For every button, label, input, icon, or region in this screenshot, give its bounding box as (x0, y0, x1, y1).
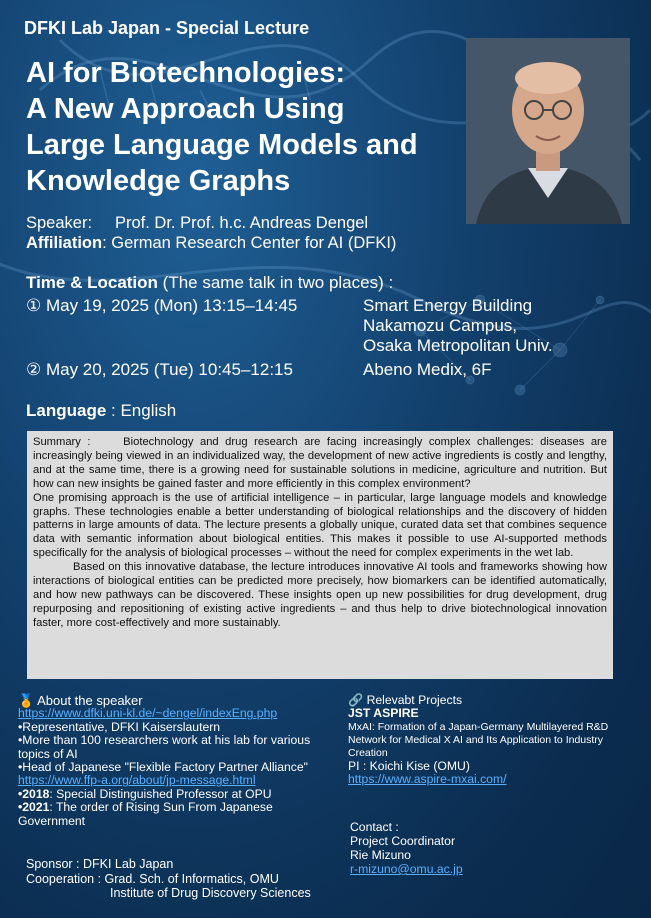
language-value: English (120, 401, 177, 420)
time-location-heading (26, 273, 393, 293)
cooperation-item: Institute of Drug Discovery Sciences (110, 886, 311, 900)
projects-section (348, 694, 638, 787)
language-sep: : (106, 401, 121, 420)
about-bullet: •Representative, DFKI Kaiserslautern (18, 719, 221, 734)
time-location-label: Time & Location (26, 273, 158, 292)
contact-label: Contact : (350, 820, 399, 834)
summary-box (27, 431, 613, 679)
speaker-homepage-link[interactable]: https://www.dfki.uni-kl.de/~dengel/indexEng.php (18, 706, 278, 721)
contact-section (350, 820, 463, 876)
session-2-date: ② May 20, 2025 (Tue) 10:45–12:15 (26, 360, 293, 379)
title-line: A New Approach Using (26, 93, 345, 125)
speaker-line (26, 214, 368, 233)
award-year: •2018 (18, 786, 50, 801)
about-heading-text: About the speaker (37, 693, 143, 708)
session-1-place (363, 296, 553, 356)
cooperation-item: Grad. Sch. of Informatics, OMU (104, 871, 279, 886)
award-year: •2021 (18, 800, 50, 815)
contact-name: Rie Mizuno (350, 848, 411, 862)
about-heading (18, 694, 338, 707)
title-line: AI for Biotechnologies: (26, 57, 345, 89)
link-icon: 🔗 (348, 693, 364, 707)
ffp-message-link[interactable]: https://www.ffp-a.org/about/jp-message.html (18, 773, 256, 788)
about-bullet: •Head of Japanese "Flexible Factory Partner Alliance" (18, 760, 308, 775)
affiliation-label: Affiliation (26, 234, 103, 252)
affiliation-value: : German Research Center for AI (DFKI) (102, 234, 397, 252)
place-line: Nakamozu Campus, (363, 316, 518, 335)
lecture-title (26, 55, 476, 199)
title-line: Knowledge Graphs (26, 165, 291, 197)
summary-paragraph-2: One promising approach is the use of artificial intelligence – in particular, large language models and knowledge graphs. These technologies enable a better understanding of biological relationships and the discovery of hidden patterns in large amounts of data. The lecture presents a globally unique, curated data set that combines sequence data with semantic information about biological entities. This makes it possible to use AI-supported methods specifically for the analysis of biological processes – without the need for complex experiments in the wet lab. (33, 491, 607, 560)
speaker-label: Speaker: (26, 214, 93, 232)
cooperation-line (26, 872, 311, 887)
about-bullet: •More than 100 researchers work at his lab for various topics of AI (18, 733, 311, 761)
award-line (18, 801, 338, 828)
award-text: : Special Distinguished Professor at OPU (49, 786, 272, 801)
project-pi: PI : Koichi Kise (OMU) (348, 758, 470, 773)
project-description: MxAI: Formation of a Japan-Germany Multilayered R&D Network for Medical X AI and Its Application to Industry Creation (348, 720, 609, 759)
contact-role: Project Coordinator (350, 834, 455, 848)
place-line: Smart Energy Building (363, 296, 533, 315)
place-line: Osaka Metropolitan Univ. (363, 336, 553, 355)
speaker-name: Prof. Dr. Prof. h.c. Andreas Dengel (114, 214, 369, 232)
session-1-date: ① May 19, 2025 (Mon) 13:15–14:45 (26, 296, 298, 315)
sponsor-line: Sponsor : DFKI Lab Japan (26, 857, 174, 871)
project-link[interactable]: https://www.aspire-mxai.com/ (348, 772, 507, 787)
summary-paragraph-1 (33, 436, 607, 492)
cooperation-label: Cooperation : (26, 871, 105, 886)
about-speaker-section (18, 694, 338, 828)
summary-paragraph-3: Based on this innovative database, the lecture introduces innovative AI tools and frameworks showing how interactions of biological entities can be predicted more precisely, how biomarkers can be identified automatically, and how new pathways can be discovered. These insights open up new possibilities for drug development, drug repurposing and repositioning of existing active ingredients – and thus help to drive biotechnological innovation faster, more cost-effectively and more sustainably. (33, 561, 607, 629)
medal-icon: 🏅 (18, 693, 35, 708)
language-line (26, 401, 176, 421)
project-name: JST ASPIRE (348, 706, 419, 721)
award-text: : The order of Rising Sun From Japanese Government (18, 800, 273, 828)
summary-label: Summary : (33, 436, 91, 448)
award-line (18, 788, 338, 801)
time-location-note: (The same talk in two places) : (162, 273, 394, 292)
projects-heading (348, 694, 638, 707)
summary-text-1: Biotechnology and drug research are facing increasingly complex challenges: diseases are increasingly being viewed in an individualized way, the development of new active ingredients is costly and lengthy, and at the same time, there is a growing need for sustainable solutions in medicine, agriculture and nutrition. But how can new insights be gained faster and more efficiently in this complex environment? (33, 436, 608, 490)
session-2-place: Abeno Medix, 6F (363, 360, 492, 379)
projects-heading-text: Relevabt Projects (366, 693, 463, 707)
sponsor-section (26, 857, 311, 901)
contact-email-link[interactable]: r-mizuno@omu.ac.jp (350, 862, 463, 876)
language-label: Language (26, 401, 107, 420)
title-line: Large Language Models and (26, 129, 418, 161)
speaker-photo (466, 38, 630, 224)
affiliation-line (26, 234, 396, 253)
lecture-tag: DFKI Lab Japan - Special Lecture (24, 18, 310, 38)
